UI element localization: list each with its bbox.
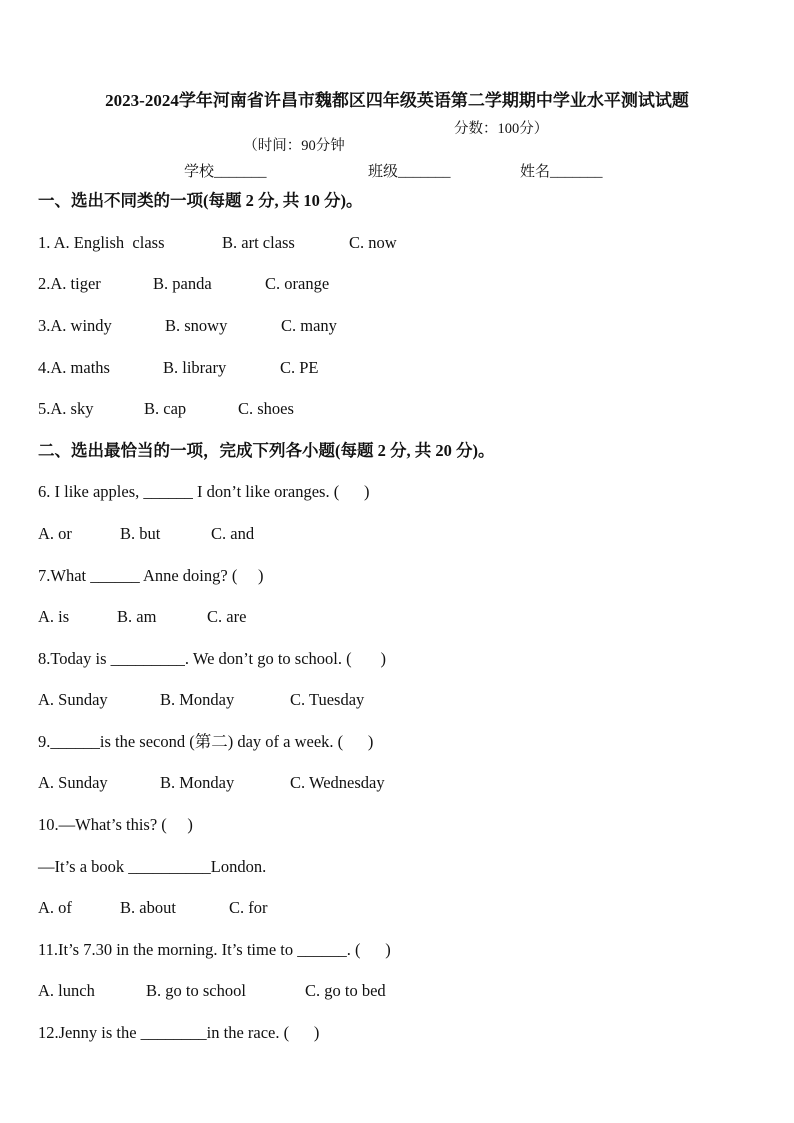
option-c: C. orange [265,274,330,293]
class-field: 班级_______ [368,164,451,180]
option-c: C. for [229,898,268,917]
option-a: 3.A. windy [38,316,112,335]
option-a: 4.A. maths [38,358,110,377]
option-a: A. Sunday [38,773,108,792]
question-7: 7.What ______ Anne doing? ( ) [38,566,264,585]
option-a: A. of [38,898,72,917]
option-c: C. go to bed [305,981,386,1000]
options-row-11 [38,981,738,1061]
option-b: B. go to school [146,981,246,1000]
option-b: B. library [163,358,227,377]
option-a: 5.A. sky [38,399,94,418]
option-c: C. and [211,524,255,543]
question-10: 10.—What’s this? ( ) [38,815,193,834]
option-b: B. snowy [165,316,228,335]
section-heading-1: 一、选出不同类的一项(每题 2 分, 共 10 分)。 [38,191,363,210]
options-row-8 [38,690,738,770]
school-field: 学校_______ [184,164,267,180]
option-b: B. Monday [160,773,235,792]
option-b: B. am [117,607,157,626]
option-c: C. Wednesday [290,773,385,792]
option-a: 2.A. tiger [38,274,101,293]
options-row-7 [38,607,738,687]
document-title: 2023-2024学年河南省许昌市魏都区四年级英语第二学期期中学业水平测试试题 [105,91,689,110]
options-row-9 [38,773,738,853]
question-12: 12.Jenny is the ________in the race. ( ) [38,1023,320,1042]
option-b: B. panda [153,274,212,293]
name-field: 姓名_______ [520,164,603,180]
option-a: A. is [38,607,70,626]
option-c: C. shoes [238,399,294,418]
question-11: 11.It’s 7.30 in the morning. It’s time to ______. ( ) [38,940,391,959]
question-6: 6. I like apples, ______ I don’t like oranges. ( ) [38,482,370,501]
section-heading-2: 二、选出最恰当的一项，完成下列各小题(每题 2 分, 共 20 分)。 [38,441,495,460]
option-b: B. but [120,524,161,543]
option-c: C. PE [280,358,319,377]
option-b: B. Monday [160,690,235,709]
option-b: B. art class [222,233,295,252]
question-10-line-2: —It’s a book __________London. [38,857,267,876]
option-a: A. or [38,524,72,543]
options-row-10 [38,898,738,978]
option-c: C. now [349,233,397,252]
question-9: 9.______is the second (第二) day of a week. ( ) [38,732,374,751]
option-b: B. cap [144,399,187,418]
options-row-6 [38,524,738,604]
score-info: 分数：100分） [454,121,549,137]
option-c: C. Tuesday [290,690,365,709]
option-b: B. about [120,898,176,917]
option-c: C. are [207,607,247,626]
question-8: 8.Today is _________. We don’t go to school. ( ) [38,649,386,668]
option-c: C. many [281,316,337,335]
question-row-5 [38,399,738,479]
time-info: （时间：90分钟 [243,138,345,154]
option-a: A. Sunday [38,690,108,709]
option-a: 1. A. English class [38,233,165,252]
option-a: A. lunch [38,981,95,1000]
